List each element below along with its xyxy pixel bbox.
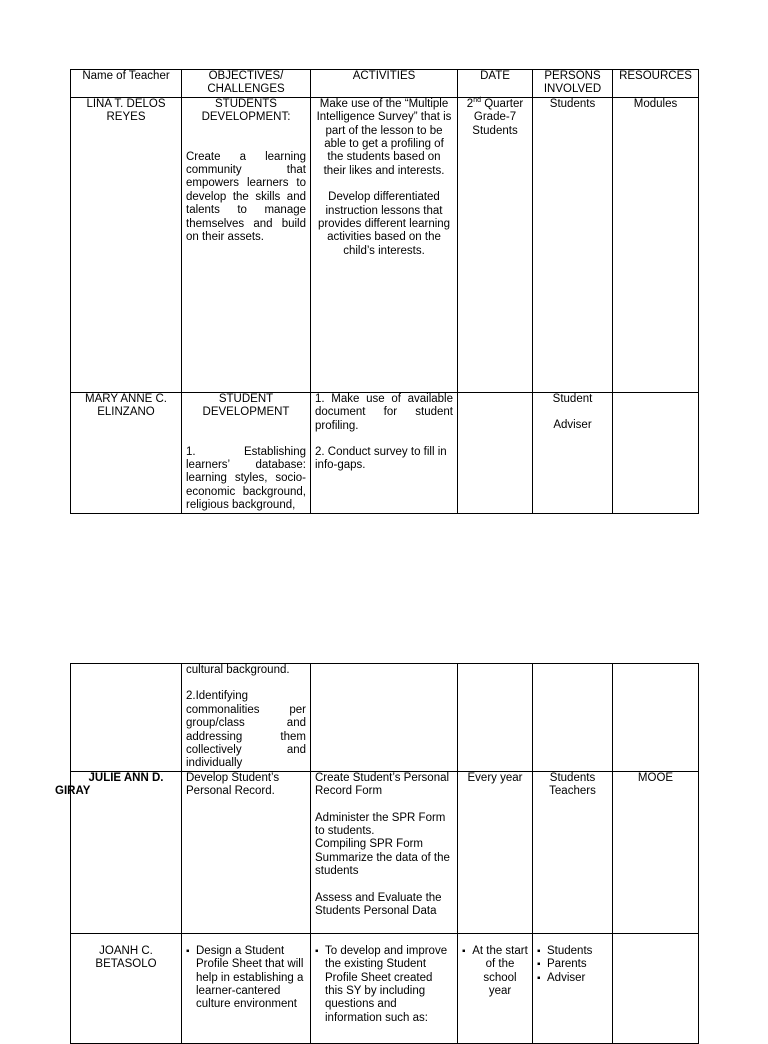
plan-table-page-1	[70, 69, 699, 514]
activity-cell	[311, 664, 458, 772]
objective-cell: Develop Student’s Personal Record.	[182, 771, 311, 933]
persons-cell: Students	[533, 97, 613, 392]
resources-cell: MOOE	[613, 771, 699, 933]
date-cell	[458, 392, 533, 513]
plan-table-page-2	[55, 663, 699, 1044]
date-cell	[458, 664, 533, 772]
teacher-cell: LINA T. DELOS REYES	[71, 97, 182, 392]
activity-cell: Create Student’s Personal Record Form Administer the SPR Form to students. Compiling SPR Form Summarize the data of the students Assess and Evaluate the Students Personal Data	[311, 771, 458, 933]
teacher-cell: JOANH C. BETASOLO	[71, 933, 182, 1043]
persons-cell	[533, 933, 613, 1043]
objective-cell: cultural background. 2.Identifying commonalities per group/class and addressing them collectively and individually	[182, 664, 311, 772]
resources-cell	[613, 664, 699, 772]
activity-cell: ▪ To develop and improve the existing Student Profile Sheet created this SY by including questions and information such as:	[311, 933, 458, 1043]
date-cell: ▪ At the start of the school year	[458, 933, 533, 1043]
teacher-cell	[71, 664, 182, 772]
header-activities: ACTIVITIES	[311, 70, 458, 98]
resources-cell	[613, 392, 699, 513]
objective-cell: STUDENT DEVELOPMENT 1. Establishing learners’ database: learning styles, socio-economic background, religious background,	[182, 392, 311, 513]
table-row	[71, 771, 699, 933]
table-row	[71, 392, 699, 513]
resources-cell	[613, 933, 699, 1043]
activity-cell: 1. Make use of available document for student profiling. 2. Conduct survey to fill in info-gaps.	[311, 392, 458, 513]
persons-cell: Students Teachers	[533, 771, 613, 933]
list-item: ▪ Parents	[537, 958, 608, 971]
teacher-cell: MARY ANNE C. ELINZANO	[71, 392, 182, 513]
activity-cell: Make use of the “Multiple Intelligence Survey” that is part of the lesson to be able to get a profiling of the students based on their likes and interests. Develop differentiated instruction lessons that provides different learning activities based on the child’s interests.	[311, 97, 458, 392]
resources-cell: Modules	[613, 97, 699, 392]
header-date: DATE	[458, 70, 533, 98]
header-teacher: Name of Teacher	[71, 70, 182, 98]
objective-cell: STUDENTS DEVELOPMENT: Create a learning community that empowers learners to develop the skills and talents to manage themselves and build on their assets.	[182, 97, 311, 392]
teacher-cell: JULIE ANN D. GIRAY	[71, 771, 182, 933]
header-resources: RESOURCES	[613, 70, 699, 98]
table-row	[71, 933, 699, 1043]
date-cell: 2nd Quarter Grade-7 Students	[458, 97, 533, 392]
persons-cell	[533, 664, 613, 772]
header-objectives: OBJECTIVES/ CHALLENGES	[182, 70, 311, 98]
list-item: ▪ Adviser	[537, 972, 608, 985]
date-cell: Every year	[458, 771, 533, 933]
header-persons: PERSONS INVOLVED	[533, 70, 613, 98]
table-row	[71, 664, 699, 772]
table-row	[71, 97, 699, 392]
list-item: ▪ Students	[537, 945, 608, 958]
header-row	[71, 70, 699, 98]
persons-cell: Student Adviser	[533, 392, 613, 513]
objective-cell: ▪ Design a Student Profile Sheet that will help in establishing a learner-cantered culture environment	[182, 933, 311, 1043]
teacher-name-overflow: GIRAY	[55, 784, 91, 797]
